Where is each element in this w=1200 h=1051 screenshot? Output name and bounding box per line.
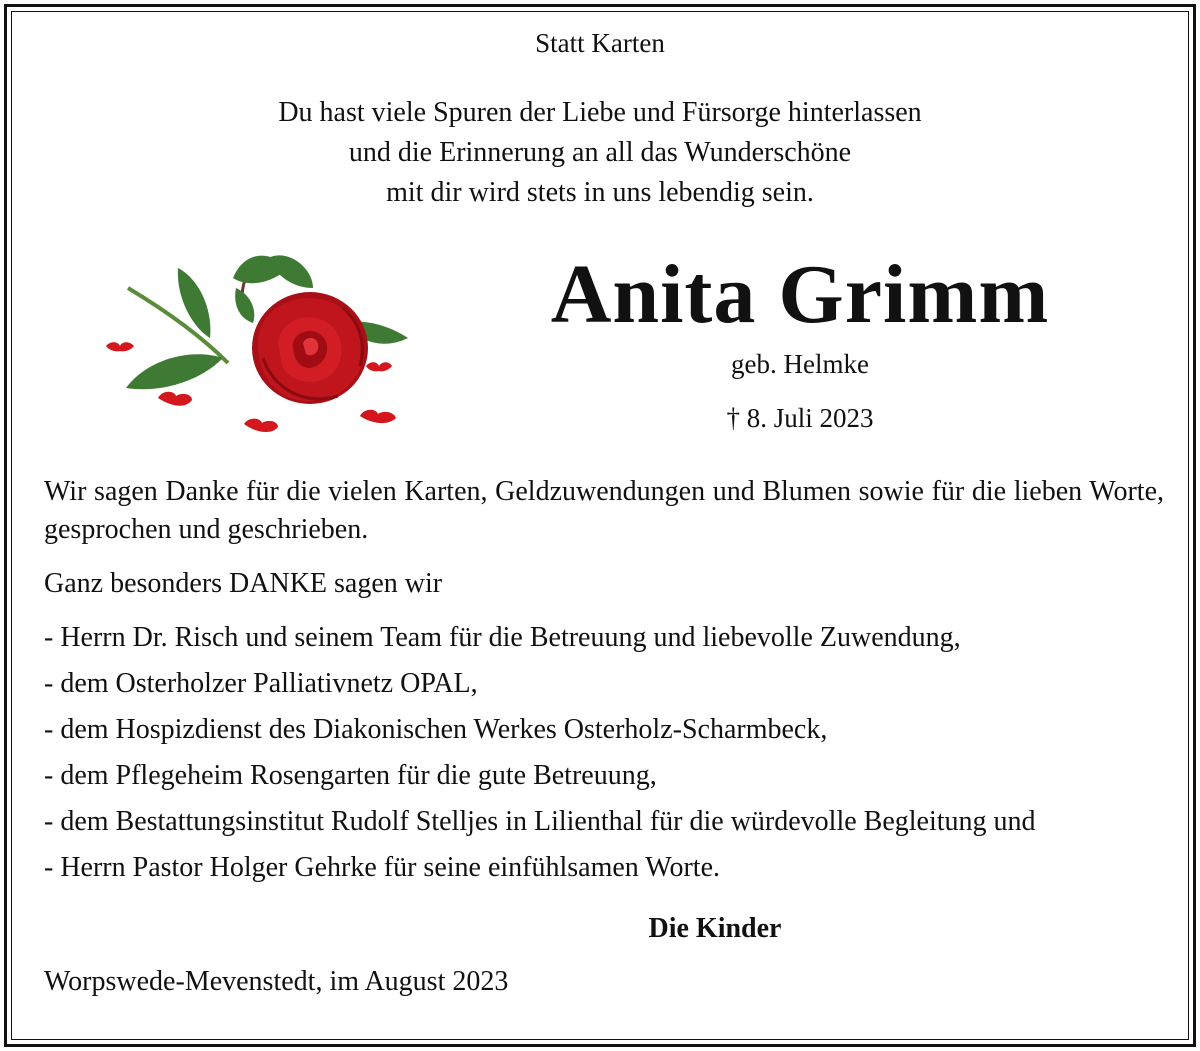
red-rose-with-hearts-icon <box>98 248 418 443</box>
death-date: † 8. Juli 2023 <box>726 403 874 433</box>
deceased-name: Anita Grimm <box>550 248 1050 341</box>
memorial-verse <box>0 93 1200 213</box>
signature: Die Kinder <box>648 913 782 944</box>
verse-line: und die Erinnerung an all das Wunderschöne <box>348 137 852 168</box>
list-item: - dem Hospizdienst des Diakonischen Werkes Osterholz-Scharmbeck, <box>44 714 828 745</box>
list-item: - Herrn Pastor Holger Gehrke für seine einfühlsamen Worte. <box>44 852 721 883</box>
list-item: - dem Bestattungsinstitut Rudolf Stelljes in Lilienthal für die würdevolle Begleitung und <box>44 806 1036 837</box>
list-item: - dem Pflegeheim Rosengarten für die gute Betreuung, <box>44 760 657 791</box>
statt-karten-heading: Statt Karten <box>535 28 665 58</box>
list-item: - Herrn Dr. Risch und seinem Team für die Betreuung und liebevolle Zuwendung, <box>44 622 961 653</box>
thanks-list <box>44 615 1036 891</box>
rose-bloom <box>252 292 368 404</box>
thanks-paragraph: Wir sagen Danke für die vielen Karten, Geldzuwendungen und Blumen sowie für die lieben Worte, gesprochen und geschrieben. <box>44 476 1164 545</box>
special-thanks-intro: Ganz besonders DANKE sagen wir <box>44 568 443 599</box>
place-date: Worpswede-Mevenstedt, im August 2023 <box>44 966 509 997</box>
birth-name: geb. Helmke <box>731 349 869 379</box>
verse-line: mit dir wird stets in uns lebendig sein. <box>386 177 814 208</box>
list-item: - dem Osterholzer Palliativnetz OPAL, <box>44 668 478 699</box>
verse-line: Du hast viele Spuren der Liebe und Fürsorge hinterlassen <box>278 97 922 128</box>
